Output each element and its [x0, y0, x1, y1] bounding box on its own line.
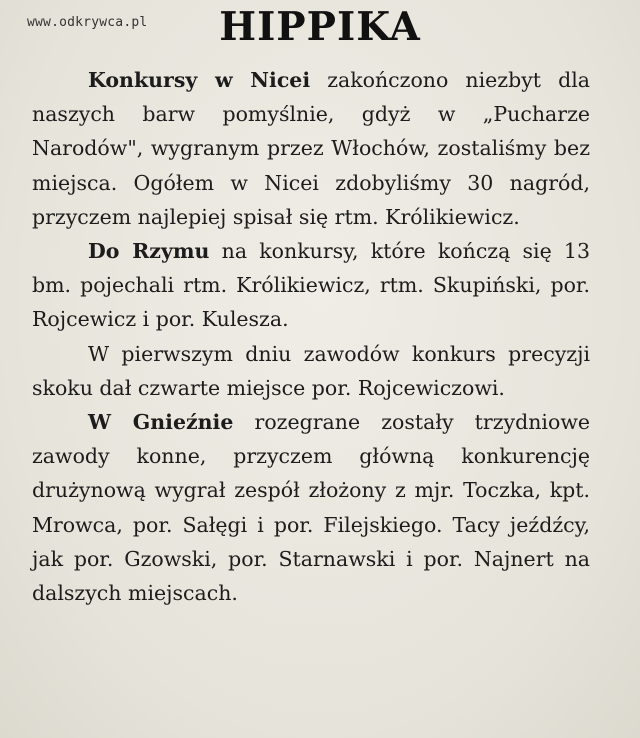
paragraph-text: rozegrane zostały trzydniowe zawody konne, przyczem główną konkurencję drużynową wygrał zespół złożony z mjr. Toczka, kpt. Mrowca, por. Sałęgi i por. Filejskiego. Tacy jeźdźcy, jak por. Gzowski, por. Starnawski i por. Najnert na dalszych miejscach.: [32, 410, 590, 606]
paragraph-text: W pierwszym dniu zawodów konkurs precyzji skoku dał czwarte miejsce por. Rojcewiczowi.: [32, 341, 590, 400]
paragraph-text: na konkursy, które kończą się 13 bm. pojechali rtm. Królikiewicz, rtm. Skupiński, por. Rojcewicz i por. Kulesza.: [32, 239, 590, 332]
paragraph-nicea: [32, 63, 590, 234]
paragraph-rzym: [32, 234, 590, 337]
paragraph-pierwszy-dzien: [32, 337, 590, 405]
watermark: www.odkrywca.pl: [27, 15, 148, 30]
paragraph-lead: W Gnieźnie: [88, 410, 234, 435]
paragraph-lead: Konkursy w Nicei: [88, 68, 311, 92]
article-title: HIPPIKA: [219, 4, 421, 50]
paragraph-gniezno: [32, 405, 590, 610]
paragraph-lead: Do Rzymu: [88, 239, 210, 264]
article-body: [32, 63, 590, 610]
paragraph-text: zakończono niezbyt dla naszych barw pomyślnie, gdyż w „Pucharze Narodów", wygranym przez Włochów, zostaliśmy bez miejsca. Ogółem w Nicei zdobyliśmy 30 nagród, przyczem najlepiej spisał się rtm. Królikiewicz.: [32, 68, 590, 229]
